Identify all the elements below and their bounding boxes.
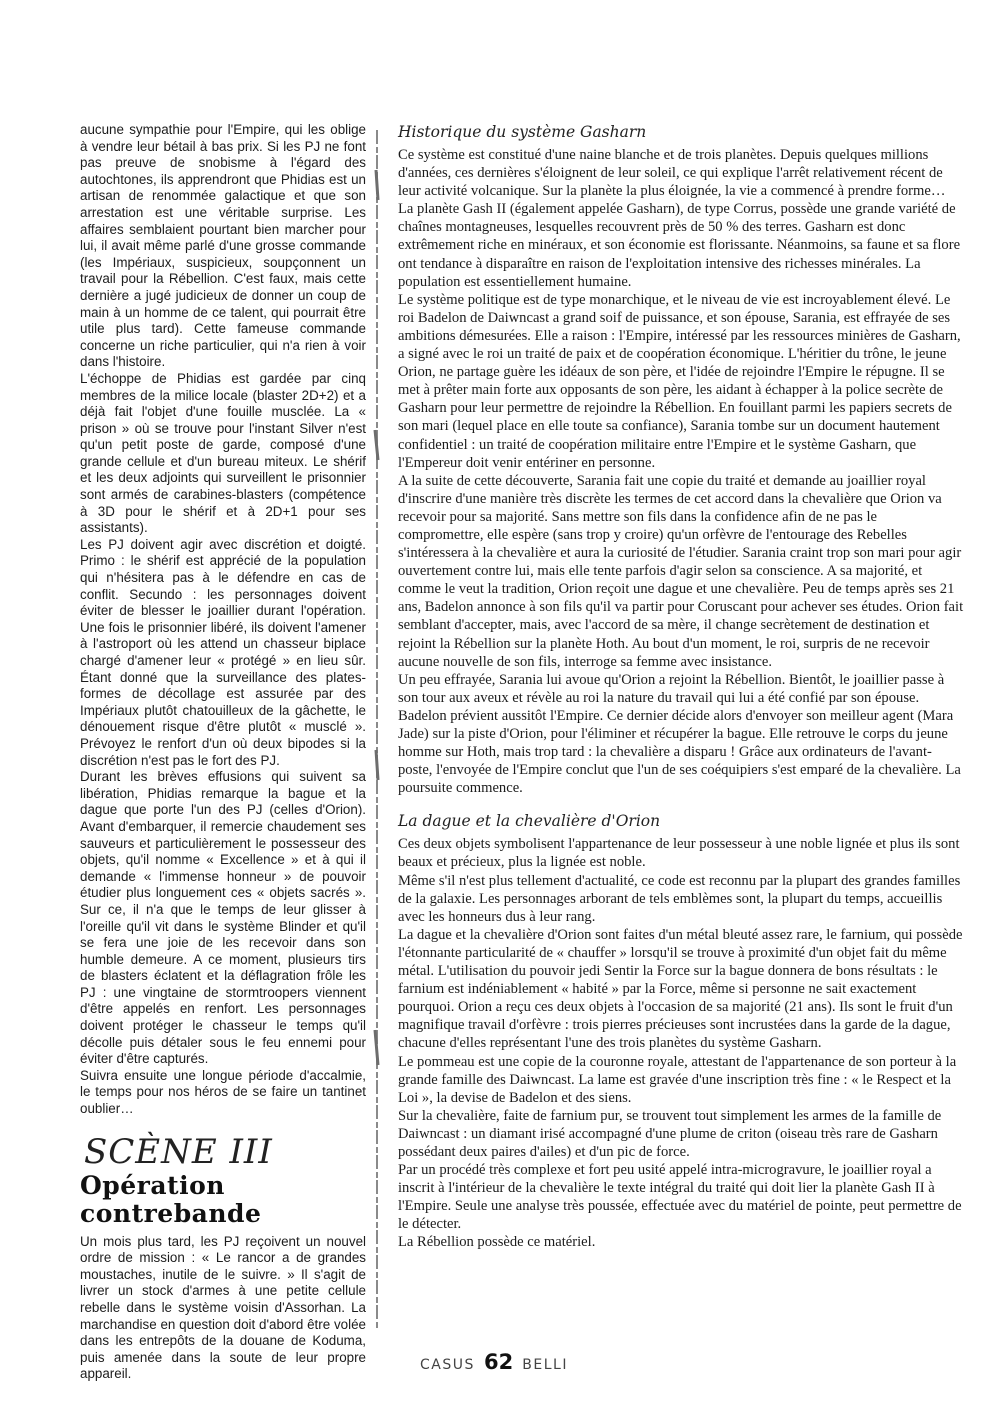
left-paragraph: Suivra ensuite une longue période d'accalmie, le temps pour nos héros de se faire un tantinet oublier… — [80, 1067, 366, 1117]
section-paragraph: La planète Gash II (également appelée Gasharn), de type Corrus, possède une grande variété de chaînes montagneuses, lesquelles recouvrent près de 50 % des terres. Gasharn est donc extrêmement riche en minéraux, et son économie est florissante. Néanmoins, sa faune et sa flore ont tendance à disparaître en raison de l'exploitation intensive des richesses minérales. La population est essentiellement humaine. — [398, 201, 961, 290]
scene-paragraph: Un mois plus tard, les PJ reçoivent un nouvel ordre de mission : « Le rancor a de grandes moustaches, inutile de le suivre. » Il s'agit de livrer un stock d'armes à une petite cellule rebelle dans le système voisin d'Assorhan. La marchandise en question doit d'abord être volée dans les entrepôts de la douane de Koduma, puis amenée dans la soute de leur propre appareil. — [80, 1233, 366, 1382]
section-paragraph: Ce système est constitué d'une naine blanche et de trois planètes. Depuis quelques millions d'années, ces dernières s'éloignent de leur soleil, ce qui explique l'arrêt relativement récent de leur activité volcanique. Sur la planète la plus éloignée, la vie a commencé à prendre forme… — [398, 147, 946, 200]
page-number: 62 — [483, 1350, 514, 1374]
magazine-name-right: BELLI — [522, 1357, 568, 1373]
left-paragraph: Les PJ doivent agir avec discrétion et doigté. Primo : le shérif est apprécié de la population qui n'hésitera pas à le défendre en cas de conflit. Secundo : les personnages doivent éviter de blesser le joaillier durant l'opération. Une fois le prisonnier libéré, ils doivent l'amener à l'astroport où les attend un chasseur biplace chargé d'amener leur « protégé » en lieu sûr. Étant donné que la surveillance des plates-formes de décollage est assurée par des Impériaux plutôt chatouilleux de la gâchette, le dénouement risque d'être plutôt « musclé ». Prévoyez le renfort d'un où deux bipodes si la discrétion n'est pas le fort des PJ. — [80, 536, 366, 768]
section-paragraph: Ces deux objets symbolisent l'appartenance de leur possesseur à une noble lignée et plus ils sont beaux et précieux, plus la lignée est noble. — [398, 836, 960, 871]
left-paragraph: L'échoppe de Phidias est gardée par cinq membres de la milice locale (blaster 2D+2) et a déjà fait l'objet d'une fouille musclée. La « prison » où se trouve pour l'instant Silver n'est qu'un petit poste de garde, composé d'une grande cellule et d'un bureau miteux. Le shérif et les deux adjoints qui surveillent le prisonnier sont armés de carabines-blasters (compétence à 3D pour le shérif et à 2D+1 pour ses assistants). — [80, 370, 366, 536]
section-paragraph: A la suite de cette découverte, Sarania fait une copie du traité et demande au joaillier royal d'inscrire d'une manière très discrète les termes de cet accord dans la chevalière que Orion va recevoir pour sa majorité. Sans mettre son fils dans la confidence afin de ne pas le compromettre, elle espère (sans trop y croire) qu'un orfèvre de l'entourage des Rebelles s'intéressera à la chevalière et aura la curiosité de l'étudier. Sarania craint trop son mari pour agir ouvertement contre lui, mais elle tente parfois d'agir selon sa conscience. A sa majorité, et comme le veut la tradition, Orion reçoit une dague et une chevalière. Peu de temps après ses 21 ans, Badelon annonce à son fils qu'il va partir pour Coruscant pour achever ses études. Orion fait semblant d'accepter, mais, avec l'accord de sa mère, il change secrètement de destination et rejoint la Rébellion sur la planète Hoth. Au bout d'un moment, le roi, surpris de ne recevoir aucune nouvelle de son fils, interroge sa femme avec insistance. — [398, 472, 964, 670]
section-paragraph: Un peu effrayée, Sarania lui avoue qu'Orion a rejoint la Rébellion. Bientôt, le joaillier passe à son tour aux aveux et révèle au roi la nature du travail qui lui a été confié par son épouse. Badelon prévient aussitôt l'Empire. Ce dernier décide alors d'envoyer son meilleur agent (Mara Jade) sur la piste d'Orion, pour l'éliminer et récupérer la bague. Elle retrouve le corps du jeune homme sur Hoth, mais trop tard : la chevalière a disparu ! Grâce aux ordinateurs de l'avant-poste, l'envoyée de l'Empire conclut que l'un de ses coéquipiers s'est emparé de la chevalière. La poursuite commence. — [398, 671, 961, 797]
scene-kicker: SCÈNE III — [84, 1131, 273, 1172]
section-paragraph: Par un procédé très complexe et fort peu usité appelé intra-microgravure, le joaillier royal a inscrit à l'intérieur de la chevalière le texte intégral du traité qui doit lier la planète Gash II à l'Empire. Seule une analyse très poussée, effectuée avec du matériel de pointe, peut permettre de le détecter. — [398, 1162, 962, 1233]
left-paragraph: Durant les brèves effusions qui suivent sa libération, Phidias remarque la bague et la dague que porte l'un des PJ (celles d'Orion). Avant d'embarquer, il remercie chaudement ses sauveurs et particulièrement le possesseur des objets, qu'il nomme « Excellence » et à qui il demande « l'immense honneur » de pouvoir étudier plus longuement ces « objets sacrés ». Sur ce, il n'a que le temps de leur glisser à l'oreille qu'il vit dans le système Blinder et qu'il se fera une joie de les recevoir dans son humble demeure. A ce moment, plusieurs tirs de blasters éclatent et la déflagration frôle les PJ : une vingtaine de stormtroopers viennent d'être appelés en renfort. Les personnages doivent protéger le chasseur le temps qu'il décolle puis détaler sous le feu ennemi pour éviter d'être capturés. — [80, 769, 366, 1067]
scene-title-line: contrebande — [80, 1198, 262, 1228]
section-paragraph: Le système politique est de type monarchique, et le niveau de vie est incroyablement élevé. Le roi Badelon de Daiwncast a grand soif de puissance, et son épouse, Sarania, est effrayée de ses ambitions démesurées. Elle a raison : l'Empire, intéressé par les ressources minières de Gasharn, a signé avec le roi un traité de paix et de coopération économique. L'héritier du trône, le jeune Orion, ne partage guère les idéaux de son père, et l'idée de rejoindre l'Empire le répugne. Il se met à prêter main forte aux opposants de son père, les aidant à échapper à la police secrète de Gasharn pour leur permettre de rejoindre la Rébellion. En fouillant parmi les papiers secrets de son mari (lequel place en elle toute sa confiance), Sarania tombe sur un document hautement confidentiel : un traité de coopération militaire entre l'Empire et le système Gasharn, que l'Empereur doit venir entériner en personne. — [398, 291, 961, 471]
section-paragraph: Même s'il n'est plus tellement d'actualité, ce code est reconnu par la plupart des grandes familles de la galaxie. Les personnages arborant de tels emblèmes sont, la plupart du temps, accueillis avec les honneurs dus à leur rang. — [398, 872, 961, 925]
section-paragraph: La dague et la chevalière d'Orion sont faites d'un métal bleuté assez rare, le farnium, qui possède l'étonnante particularité de « chauffer » lorsqu'il se trouve à proximité d'un objet fait du même métal. L'utilisation du pouvoir jedi Sentir la Force sur la bague donnera de bons résultats : le farnium est indéniablement « habité » par la Force, même si personne ne sait exactement pourquoi. Orion a reçu ces deux objets à l'occasion de sa majorité (21 ans). Ils sont le fruit d'un magnifique travail d'orfèvre : trois pierres précieuses sont incrustées dans la garde de la dague, chacune d'elles représentant l'une des trois planètes du système Gasharn. — [398, 926, 963, 1052]
column-divider — [372, 130, 382, 1330]
section-heading: La dague et la chevalière d'Orion — [398, 812, 661, 831]
magazine-name-left: CASUS — [420, 1357, 475, 1373]
section-paragraph: La Rébellion possède ce matériel. — [398, 1234, 596, 1251]
left-paragraph: aucune sympathie pour l'Empire, qui les oblige à vendre leur bétail à bas prix. Si les PJ ne font pas preuve de snobisme à l'égard des autochtones, ils apprendront que Phidias est un artisan de renommée galactique et que son arrestation est une véritable surprise. Les affaires semblaient pourtant bien marcher pour lui, il avait même parlé d'une grosse commande (les Impériaux, suspicieux, soupçonnent un travail pour la Rébellion. C'est faux, mais cette dernière a jugé judicieux de donner un coup de main à un homme de ce talent, qui pourrait être utile plus tard). Cette fameuse commande concerne un riche particulier, qui n'a rien à voir dans l'histoire. — [80, 122, 366, 370]
scene-title — [80, 1172, 366, 1228]
section-paragraph: Le pommeau est une copie de la couronne royale, attestant de l'appartenance de son porteur à la grande famille des Daiwncast. La lame est gravée d'une inscription très fine : « le Respect et la Loi », la devise de Badelon et des siens. — [398, 1053, 957, 1106]
page-footer — [0, 1350, 988, 1374]
left-column — [80, 122, 366, 1383]
section-paragraph: Sur la chevalière, faite de farnium pur, se trouvent tout simplement les armes de la famille de Daiwncast : un diamant irisé accompagné d'une plume de criton (oiseau très rare de Gasharn possédant deux paires d'ailes) et d'un pic de force. — [398, 1107, 942, 1160]
scene-title-line: Opération — [80, 1170, 225, 1200]
right-column — [398, 122, 966, 1252]
section-heading: Historique du système Gasharn — [398, 123, 647, 141]
